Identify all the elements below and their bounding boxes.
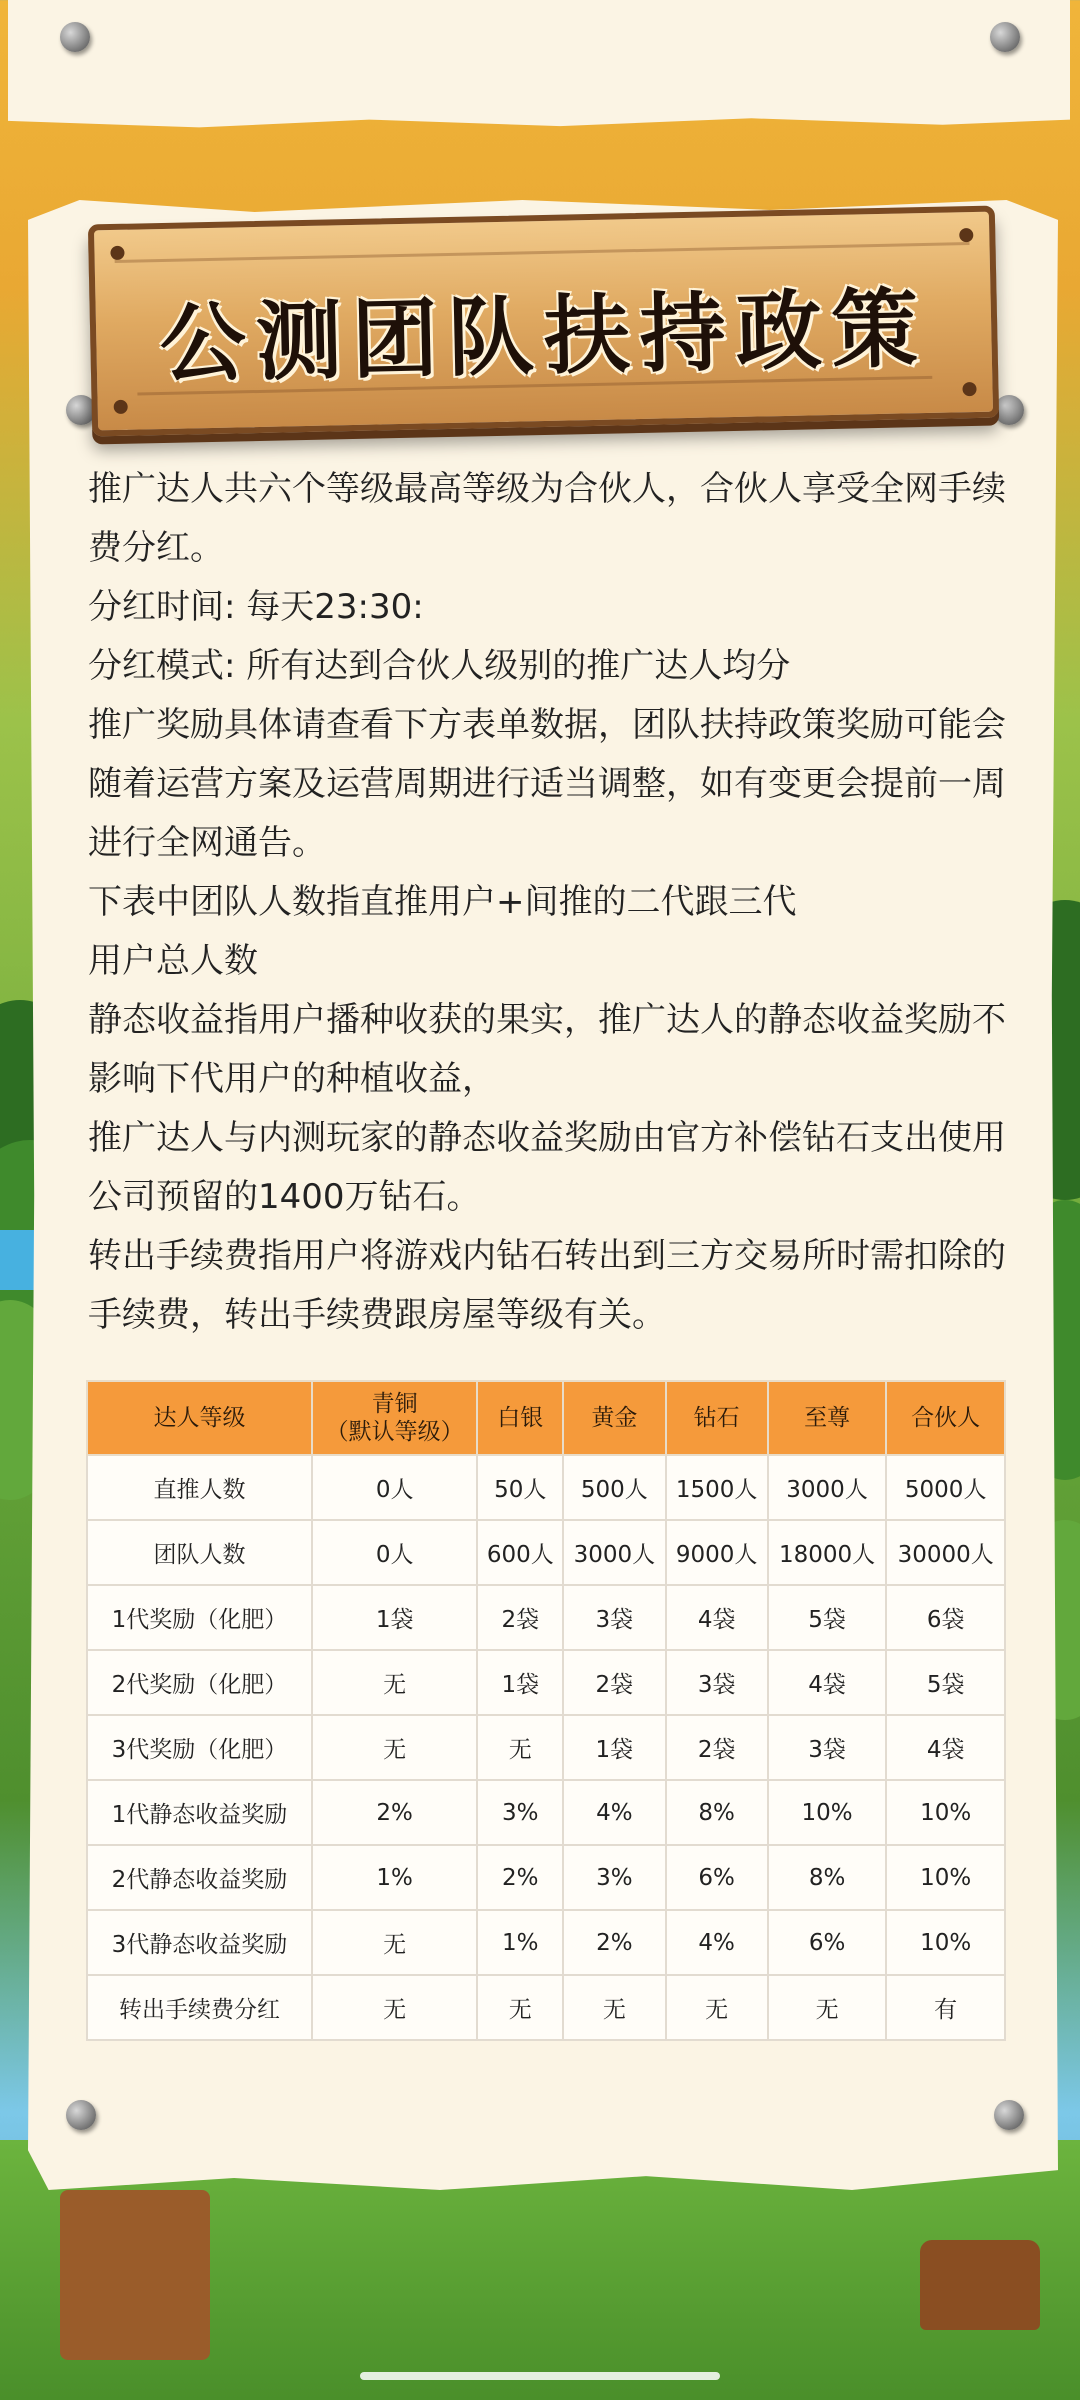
table-cell: 2% xyxy=(312,1780,477,1845)
table-cell: 4袋 xyxy=(886,1715,1005,1780)
table-cell: 10% xyxy=(886,1910,1005,1975)
table-cell: 1袋 xyxy=(312,1585,477,1650)
header-cell: 达人等级 xyxy=(87,1381,312,1455)
table-cell: 3袋 xyxy=(563,1585,665,1650)
table-cell: 6% xyxy=(768,1910,887,1975)
header-cell-text: 青铜 （默认等级） xyxy=(325,1391,464,1445)
table-cell: 1% xyxy=(477,1910,563,1975)
table-cell: 18000人 xyxy=(768,1520,887,1585)
table-cell: 4% xyxy=(563,1780,665,1845)
table-cell: 10% xyxy=(886,1845,1005,1910)
table-cell: 500人 xyxy=(563,1455,665,1520)
table-cell: 3袋 xyxy=(666,1650,768,1715)
table-row xyxy=(87,1455,1005,1520)
row-label: 1代奖励（化肥） xyxy=(87,1585,312,1650)
paragraph: 分红时间: 每天23:30: xyxy=(88,587,424,627)
table-cell: 无 xyxy=(768,1975,887,2040)
row-label: 1代静态收益奖励 xyxy=(87,1780,312,1845)
table-row xyxy=(87,1910,1005,1975)
header-cell: 钻石 xyxy=(666,1381,768,1455)
table-cell: 10% xyxy=(768,1780,887,1845)
home-indicator[interactable] xyxy=(360,2372,720,2380)
table-cell: 3% xyxy=(477,1780,563,1845)
table-cell: 无 xyxy=(312,1910,477,1975)
table-cell: 4袋 xyxy=(768,1650,887,1715)
table-row xyxy=(87,1780,1005,1845)
row-label: 2代静态收益奖励 xyxy=(87,1845,312,1910)
table-cell: 50人 xyxy=(477,1455,563,1520)
table-cell: 3袋 xyxy=(768,1715,887,1780)
paragraph: 推广达人与内测玩家的静态收益奖励由官方补偿钻石支出使用公司预留的1400万钻石。 xyxy=(88,1118,1006,1217)
table-row xyxy=(87,1845,1005,1910)
table-cell: 3% xyxy=(563,1845,665,1910)
stump-decoration xyxy=(920,2240,1040,2330)
table-row xyxy=(87,1520,1005,1585)
table-cell: 1袋 xyxy=(563,1715,665,1780)
table-cell: 无 xyxy=(312,1715,477,1780)
table-cell: 1袋 xyxy=(477,1650,563,1715)
table-cell: 0人 xyxy=(312,1520,477,1585)
well-decoration xyxy=(60,2190,210,2360)
row-label: 团队人数 xyxy=(87,1520,312,1585)
table-cell: 4袋 xyxy=(666,1585,768,1650)
table-cell: 9000人 xyxy=(666,1520,768,1585)
table-cell: 10% xyxy=(886,1780,1005,1845)
table-cell: 无 xyxy=(477,1975,563,2040)
table-cell: 0人 xyxy=(312,1455,477,1520)
table-cell: 3000人 xyxy=(768,1455,887,1520)
paragraph: 推广奖励具体请查看下方表单数据，团队扶持政策奖励可能会随着运营方案及运营周期进行适当调整，如有变更会提前一周进行全网通告。 xyxy=(88,705,1006,863)
header-cell: 合伙人 xyxy=(886,1381,1005,1455)
table-cell: 8% xyxy=(666,1780,768,1845)
paragraph: 转出手续费指用户将游戏内钻石转出到三方交易所时需扣除的手续费，转出手续费跟房屋等级有关。 xyxy=(88,1236,1006,1335)
row-label: 2代奖励（化肥） xyxy=(87,1650,312,1715)
header-cell: 黄金 xyxy=(563,1381,665,1455)
paragraph: 下表中团队人数指直推用户+间推的二代跟三代用户总人数 xyxy=(88,882,797,981)
table-cell: 2袋 xyxy=(477,1585,563,1650)
header-cell: 至尊 xyxy=(768,1381,887,1455)
table-cell: 1500人 xyxy=(666,1455,768,1520)
header-cell xyxy=(312,1381,477,1455)
table-cell: 1% xyxy=(312,1845,477,1910)
policy-text xyxy=(88,460,1008,1345)
pin-icon xyxy=(60,22,90,52)
row-label: 3代奖励（化肥） xyxy=(87,1715,312,1780)
pin-icon xyxy=(66,2100,96,2130)
table-cell: 2% xyxy=(477,1845,563,1910)
table-cell: 有 xyxy=(886,1975,1005,2040)
table-cell: 5袋 xyxy=(768,1585,887,1650)
row-label: 3代静态收益奖励 xyxy=(87,1910,312,1975)
table-row xyxy=(87,1975,1005,2040)
table-cell: 5000人 xyxy=(886,1455,1005,1520)
table-cell: 2袋 xyxy=(666,1715,768,1780)
table-cell: 无 xyxy=(666,1975,768,2040)
table-cell: 8% xyxy=(768,1845,887,1910)
table-row xyxy=(87,1650,1005,1715)
table-cell: 600人 xyxy=(477,1520,563,1585)
table-cell: 4% xyxy=(666,1910,768,1975)
policy-table xyxy=(86,1380,1006,2041)
header-cell: 白银 xyxy=(477,1381,563,1455)
paragraph: 推广达人共六个等级最高等级为合伙人，合伙人享受全网手续费分红。 xyxy=(88,469,1006,568)
pin-icon xyxy=(990,22,1020,52)
table-cell: 6袋 xyxy=(886,1585,1005,1650)
table-cell: 3000人 xyxy=(563,1520,665,1585)
table-cell: 30000人 xyxy=(886,1520,1005,1585)
row-label: 转出手续费分红 xyxy=(87,1975,312,2040)
top-paper-strip xyxy=(8,0,1070,130)
paragraph: 分红模式: 所有达到合伙人级别的推广达人均分 xyxy=(88,646,791,686)
row-label: 直推人数 xyxy=(87,1455,312,1520)
table-row xyxy=(87,1585,1005,1650)
table-cell: 无 xyxy=(312,1975,477,2040)
table-cell: 2袋 xyxy=(563,1650,665,1715)
table-cell: 无 xyxy=(563,1975,665,2040)
table-row xyxy=(87,1715,1005,1780)
table-cell: 无 xyxy=(477,1715,563,1780)
table-cell: 5袋 xyxy=(886,1650,1005,1715)
table-cell: 6% xyxy=(666,1845,768,1910)
table-header-row xyxy=(87,1381,1005,1455)
page-title: 公测团队扶持政策 xyxy=(158,278,929,396)
title-board xyxy=(88,206,999,437)
table-cell: 无 xyxy=(312,1650,477,1715)
paragraph: 静态收益指用户播种收获的果实，推广达人的静态收益奖励不影响下代用户的种植收益， xyxy=(88,1000,1006,1099)
pin-icon xyxy=(994,2100,1024,2130)
table-cell: 2% xyxy=(563,1910,665,1975)
